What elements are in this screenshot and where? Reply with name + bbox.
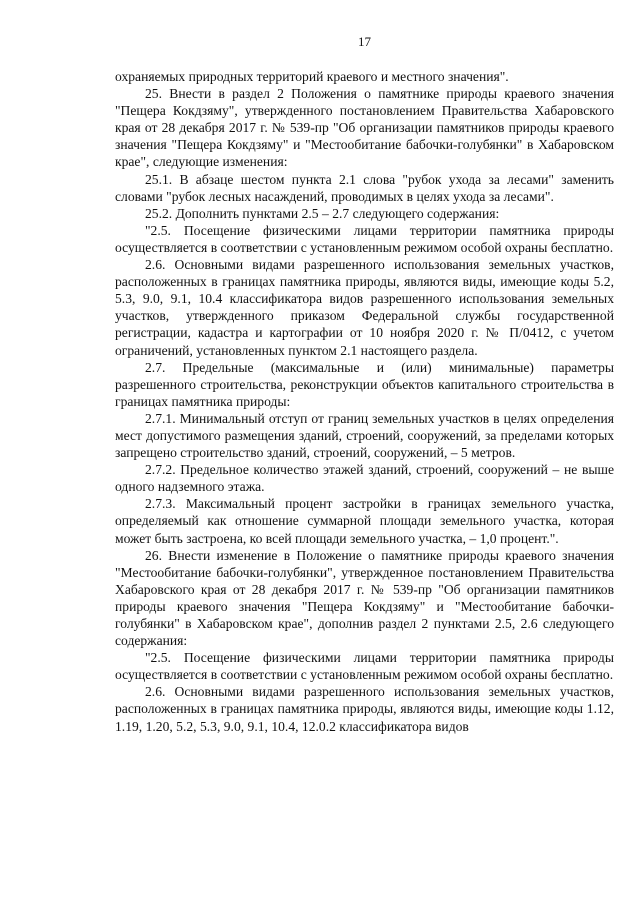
paragraph: охраняемых природных территорий краевого и местного значения". <box>115 69 509 84</box>
paragraph: 2.7.1. Минимальный отступ от границ земельных участков в целях определения мест допустимого размещения зданий, строений, сооружений, за пределами которых запрещено строительство зданий, строений, сооружений, – 5 метров. <box>115 410 614 461</box>
paragraph: 2.7.2. Предельное количество этажей зданий, строений, сооружений – не выше одного надземного этажа. <box>115 462 614 495</box>
paragraph: 25. Внести в раздел 2 Положения о памятнике природы краевого значения "Пещера Кокдзяму", утвержденного постановлением Правительства Хабаровского края от 28 декабря 2017 г. № 539-пр "Об организации памятников природы краевого значения "Пещера Кокдзяму" и "Местообитание бабочки-голубянки" в Хабаровском крае", следующие изменения: <box>115 86 614 170</box>
paragraph: 2.7. Предельные (максимальные и (или) минимальные) параметры разрешенного строительства, реконструкции объектов капитального строительства в границах памятника природы: <box>115 359 614 409</box>
paragraph: 26. Внести изменение в Положение о памятнике природы краевого значения "Местообитание бабочки-голубянки", утвержденное постановлением Правительства Хабаровского края от 28 декабря 2017 г. № 539-пр "Об организации памятников природы краевого значения "Пещера Кокдзяму" и "Местообитание бабочки-голубянки" в Хабаровском крае", дополнив раздел 2 пунктами 2.5, 2.6 следующего содержания: <box>115 547 614 649</box>
paragraph: 2.7.3. Максимальный процент застройки в границах земельного участка, определяемый как отношение суммарной площади земельного участка, которая может быть застроена, ко всей площади земельного участка, – 1,0 процент.". <box>115 496 614 546</box>
page-number: 17 <box>358 34 371 49</box>
paragraph: "2.5. Посещение физическими лицами территории памятника природы осуществляется в соответствии с установленным режимом особой охраны бесплатно. <box>115 650 614 683</box>
paragraph: "2.5. Посещение физическими лицами территории памятника природы осуществляется в соответствии с установленным режимом особой охраны бесплатно. <box>115 222 614 255</box>
paragraph: 25.2. Дополнить пунктами 2.5 – 2.7 следующего содержания: <box>145 205 500 221</box>
paragraph: 25.1. В абзаце шестом пункта 2.1 слова "рубок ухода за лесами" заменить словами "рубок лесных насаждений, проводимых в целях ухода за лесами". <box>115 171 614 204</box>
paragraph: 2.6. Основными видами разрешенного использования земельных участков, расположенных в границах памятника природы, являются виды, имеющие коды 1.12, 1.19, 1.20, 5.2, 5.3, 9.0, 9.1, 10.4, 12.0.2 классификатора видов <box>115 684 614 734</box>
paragraph: 2.6. Основными видами разрешенного использования земельных участков, расположенных в границах памятника природы, являются виды, имеющие коды 5.2, 5.3, 9.0, 9.1, 10.4 классификатора видов разрешенного использования земельных участков, утвержденного приказом Федеральной службы государственной регистрации, кадастра и картографии от 10 ноября 2020 г. № П/0412, с учетом ограничений, установленных пунктом 2.1 настоящего раздела. <box>115 257 614 358</box>
document-body <box>115 68 614 735</box>
